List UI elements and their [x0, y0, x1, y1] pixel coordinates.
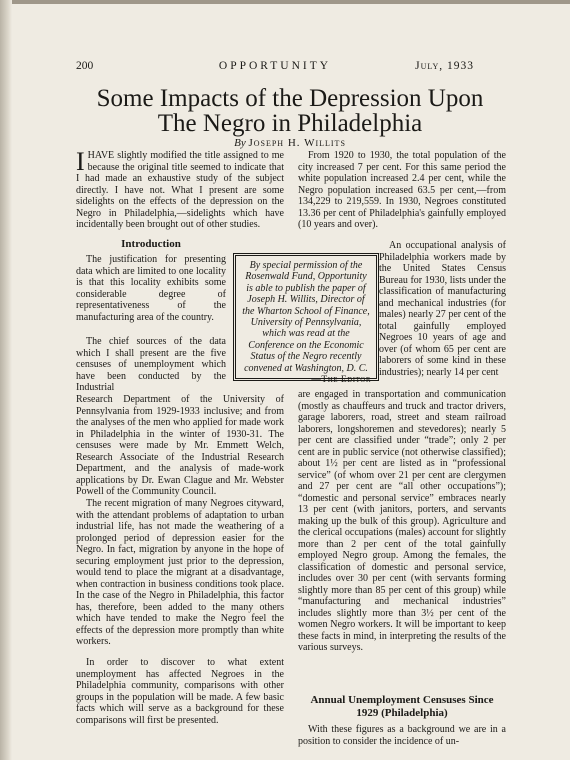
population-paragraph: From 1920 to 1930, the total population of the city increased 7 per cent. For this same period the white population increased 2.4 per cent, while the Negro population increased 63.5 per cent,—from 134,229 to 219,559. In 1930, Negroes constituted 13.36 per cent of Philadelphia's gainfully employed (10 years and over).: [298, 150, 506, 230]
intro-section-paragraph-2b: Research Department of the University of Pennsylvania from 1929-1933 inclusive; and from the analyses of the men who applied for made work in Philadelphia in the winter of 1930-31. The censuses were made by Mr. Emmett Welch, Research Associate of the Industrial Research Department, and the analysis of made-work applications by Dr. Ewan Clague and Mr. Webster Powell of the Community Council.: [76, 394, 284, 497]
issue-date: July, 1933: [415, 60, 474, 72]
page-number: 200: [76, 60, 94, 72]
article-title: [60, 86, 520, 136]
section-heading-unemployment-censuses: [298, 694, 506, 720]
heading-line-2: 1929 (Philadelphia): [356, 707, 448, 719]
editor-signature: —The Editor: [311, 375, 371, 386]
journal-name: OPPORTUNITY: [218, 60, 332, 72]
intro-text: HAVE slightly modified the title assigned to me because the original title seemed to indicate that I had made an exhaustive study of the subject directly. I have not. What I present are some sidelights on the effects of the depression on the Negro in Philadelphia,—sidelights which have incidentally been brought out of other studies.: [76, 150, 284, 230]
heading-line-1: Annual Unemployment Censuses Since: [310, 694, 494, 706]
intro-section-paragraph-2a: The chief sources of the data which I shall present are the five censuses of unemployment which have been conducted by the Industrial: [76, 336, 226, 393]
occupation-paragraph-a: An occupational analysis of Philadelphia workers made by the United States Census Bureau for 1930, lists under the classification of manufacturing and mechanical industries (for males) nearly 27 per cent of the total gainfully employed Negroes 10 years of age and over (of whom 65 per cent are laborers of some kind in these industries); nearly 14 per cent: [379, 240, 506, 378]
censuses-paragraph: With these figures as a background we are in a position to consider the incidence of un-: [298, 724, 506, 747]
running-header: [76, 60, 474, 76]
intro-section-paragraph-1: The justification for presenting data which are limited to one locality is that this locality exhibits some considerable degree of representativeness of the manufacturing area of the country.: [76, 254, 226, 323]
byline: [60, 137, 520, 149]
drop-cap: I: [76, 147, 85, 176]
byline-author: Joseph H. Willits: [248, 137, 346, 149]
page-gutter-edge: [0, 0, 12, 760]
title-line-1: Some Impacts of the Depression Upon: [96, 85, 484, 112]
comparison-paragraph: In order to discover to what extent unemployment has affected Negroes in the Philadelphia community, comparisons with other groups in the population will be made. A few basic facts which will serve as a background for these comparisons will first be presented.: [76, 657, 284, 726]
section-heading-introduction: Introduction: [121, 238, 181, 250]
occupation-paragraph-b: are engaged in transportation and communication (mostly as chauffeurs and truck and tractor drivers, garage laborers, road, street and steam railroad laborers, longshoremen and stevedores); nearly 5 per cent are classified under “trade”; only 2 per cent are in public service (not otherwise classified); about 1½ per cent are listed as in “professional service” (of whom over 21 per cent are clergymen and 27 per cent are “all other occupations”); “domestic and personal service” embraces nearly 13 per cent (with janitors, porters, and servants making up the bulk of this group). Agriculture and the clerical occupations (males) account for slightly more than 2 per cent of the total gainfully employed Negro group. Among the females, the classification of domestic and personal service, includes over 30 per cent (with servants forming slightly more than 85 per cent of this group) while “manufacturing and mechanical industries” includes slightly more than 3½ per cent of the women Negro workers. It will be important to keep these facts in mind, in interpreting the results of the various surveys.: [298, 389, 506, 653]
editor-note-box: [233, 253, 379, 386]
byline-prefix: By: [234, 137, 246, 149]
editor-note-text: By special permission of the Rosenwald Fund, Opportunity is able to publish the paper of Joseph H. Willits, Director of the Wharton School of Finance, University of Pennsylvania, which was read at the Conference on the Economic Status of the Negro recently convened at Washington, D. C.: [242, 260, 370, 374]
page-top-strip: [0, 0, 570, 4]
title-line-2: The Negro in Philadelphia: [157, 110, 423, 137]
migration-paragraph: The recent migration of many Negroes cityward, with the attendant problems of adaptation to urban industrial life, has not made the weathering of a prolonged period of depression easier for the Negro. In fact, migration by anyone in the hope of securing employment just prior to the depression, would tend to place the migrant at a disadvantage, when contraction in business conditions took place. In the case of the Negro in Philadelphia, this factor has, therefore, been added to the many others which have tended to make the Negro feel the effects of the depression more promptly than white workers.: [76, 498, 284, 647]
intro-paragraph: [76, 147, 284, 231]
